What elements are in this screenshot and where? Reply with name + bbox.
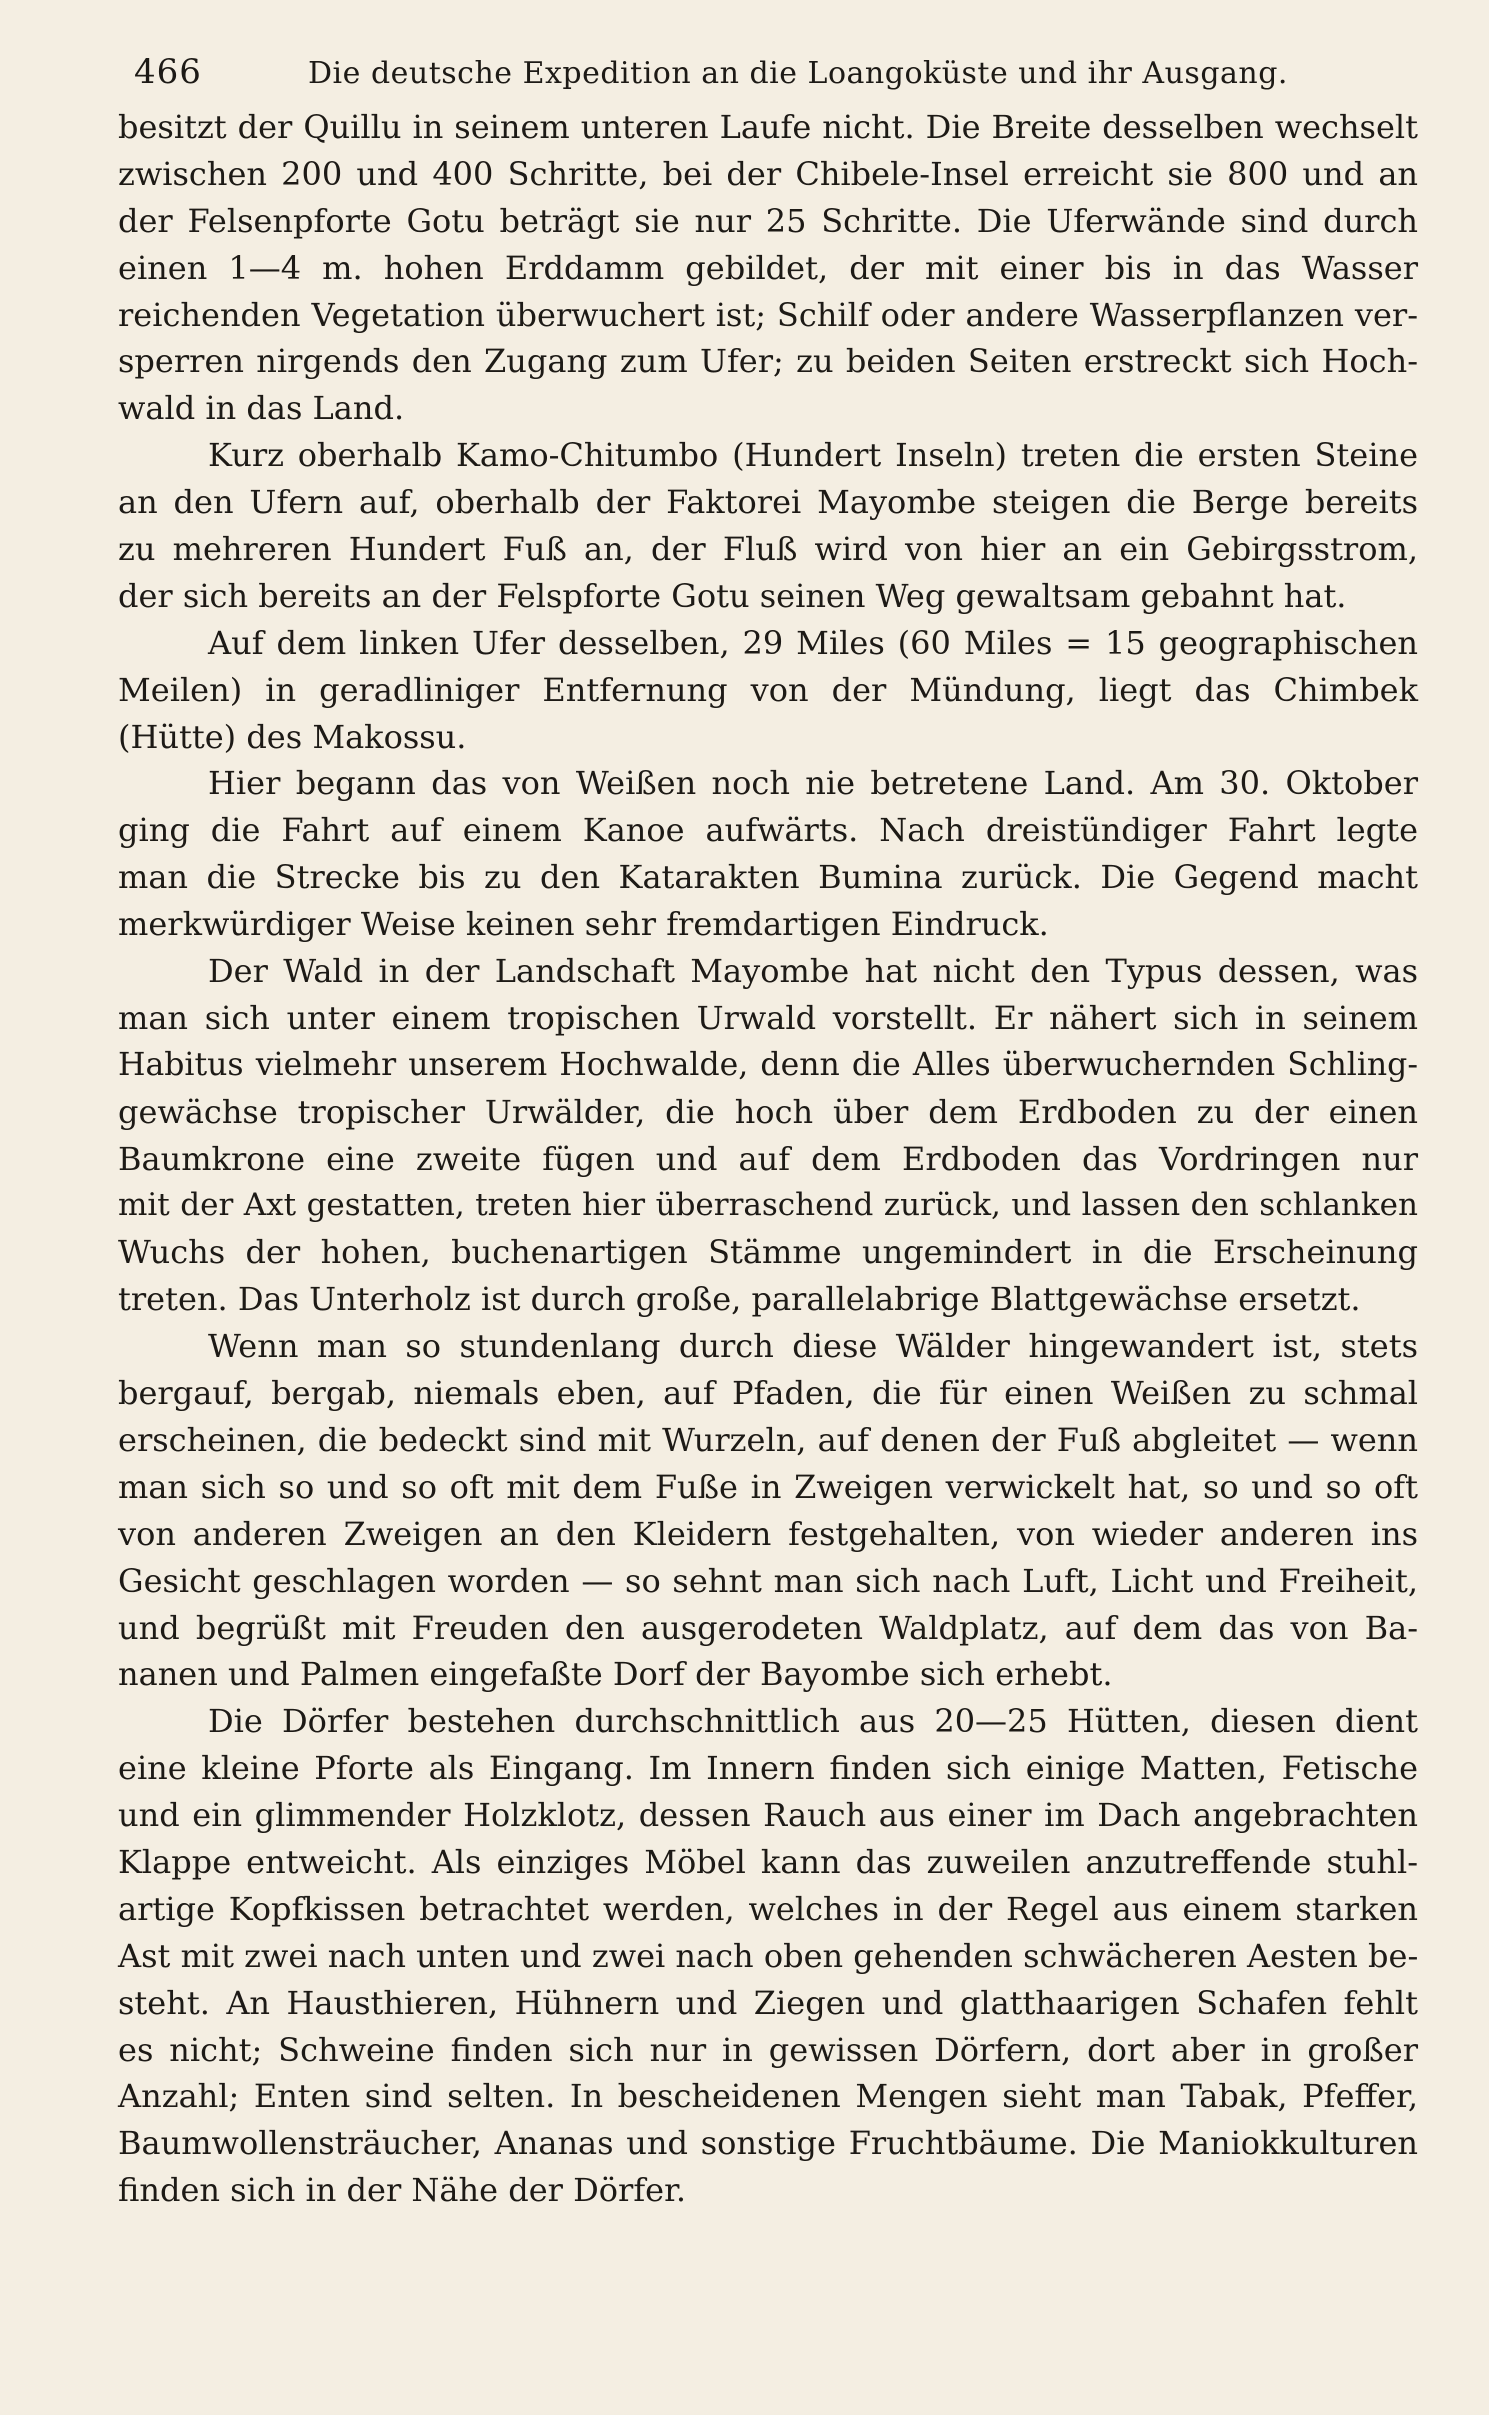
text-line: ging die Fahrt auf einem Kanoe aufwärts. Nach dreistündiger Fahrt legte — [118, 811, 1418, 850]
text-line: Ast mit zwei nach unten und zwei nach oben gehenden schwächeren Aesten be- — [118, 1936, 1419, 1975]
text-line: sperren nirgends den Zugang zum Ufer; zu beiden Seiten erstreckt sich Hoch- — [118, 342, 1418, 381]
text-line: Wenn man so stundenlang durch diese Wälder hingewandert ist, stets — [208, 1327, 1418, 1366]
text-line: erscheinen, die bedeckt sind mit Wurzeln, auf denen der Fuß abgleitet — wenn — [118, 1420, 1418, 1459]
text-line: steht. An Hausthieren, Hühnern und Ziegen und glatthaarigen Schafen fehlt — [118, 1983, 1418, 2022]
text-line: Baumwollensträucher, Ananas und sonstige Fruchtbäume. Die Maniokkulturen — [118, 2124, 1418, 2163]
text-line: der Felsenpforte Gotu beträgt sie nur 25 Schritte. Die Uferwände sind durch — [118, 201, 1418, 240]
text-line: man sich so und so oft mit dem Fuße in Zweigen verwickelt hat, so und so oft — [118, 1467, 1418, 1506]
text-line: Baumkrone eine zweite fügen und auf dem Erdboden das Vordringen nur — [118, 1139, 1418, 1178]
text-line: und begrüßt mit Freuden den ausgerodeten Waldplatz, auf dem das von Ba- — [118, 1608, 1418, 1647]
text-line: eine kleine Pforte als Eingang. Im Innern finden sich einige Matten, Fetische — [118, 1749, 1418, 1788]
text-line: der sich bereits an der Felspforte Gotu seinen Weg gewaltsam gebahnt hat. — [118, 576, 1347, 615]
text-line: von anderen Zweigen an den Kleidern festgehalten, von wieder anderen ins — [118, 1514, 1418, 1553]
running-title: Die deutsche Expedition an die Loangoküste und ihr Ausgang. — [308, 56, 1288, 91]
text-line: es nicht; Schweine finden sich nur in gewissen Dörfern, dort aber in großer — [118, 2030, 1418, 2069]
text-line: Auf dem linken Ufer desselben, 29 Miles (60 Miles = 15 geographischen — [208, 623, 1418, 662]
body-text — [118, 104, 1418, 2214]
text-line: man sich unter einem tropischen Urwald vorstellt. Er nähert sich in seinem — [118, 998, 1418, 1037]
text-line: artige Kopfkissen betrachtet werden, welches in der Regel aus einem starken — [118, 1889, 1418, 1928]
text-line: Meilen) in geradliniger Entfernung von der Mündung, liegt das Chimbek — [118, 670, 1418, 709]
text-line: treten. Das Unterholz ist durch große, parallelabrige Blattgewächse ersetzt. — [118, 1280, 1361, 1319]
text-line: Gesicht geschlagen worden — so sehnt man sich nach Luft, Licht und Freiheit, — [118, 1561, 1418, 1600]
text-line: zu mehreren Hundert Fuß an, der Fluß wird von hier an ein Gebirgsstrom, — [118, 530, 1418, 569]
text-line: man die Strecke bis zu den Katarakten Bumina zurück. Die Gegend macht — [118, 858, 1418, 897]
text-line: Die Dörfer bestehen durchschnittlich aus 20—25 Hütten, diesen dient — [208, 1702, 1418, 1741]
text-line: mit der Axt gestatten, treten hier überraschend zurück, und lassen den schlanken — [118, 1187, 1418, 1224]
page-number: 466 — [134, 52, 202, 92]
text-line: gewächse tropischer Urwälder, die hoch über dem Erdboden zu der einen — [118, 1092, 1418, 1131]
text-line: Der Wald in der Landschaft Mayombe hat nicht den Typus dessen, was — [208, 952, 1418, 991]
text-line: reichenden Vegetation überwuchert ist; Schilf oder andere Wasserpflanzen ver- — [118, 295, 1418, 334]
text-line: Wuchs der hohen, buchenartigen Stämme ungemindert in die Erscheinung — [118, 1233, 1418, 1272]
text-line: Klappe entweicht. Als einziges Möbel kann das zuweilen anzutreffende stuhl- — [118, 1842, 1418, 1881]
page-header — [130, 52, 1410, 98]
text-line: merkwürdiger Weise keinen sehr fremdartigen Eindruck. — [118, 905, 1049, 944]
text-line: finden sich in der Nähe der Dörfer. — [118, 2171, 687, 2210]
text-line: Anzahl; Enten sind selten. In bescheidenen Mengen sieht man Tabak, Pfeffer, — [118, 2077, 1418, 2116]
text-line: und ein glimmender Holzklotz, dessen Rauch aus einer im Dach angebrachten — [118, 1796, 1418, 1835]
text-line: (Hütte) des Makossu. — [118, 717, 467, 756]
text-line: einen 1—4 m. hohen Erddamm gebildet, der mit einer bis in das Wasser — [118, 248, 1418, 287]
text-line: wald in das Land. — [118, 389, 405, 428]
text-line: Hier begann das von Weißen noch nie betretene Land. Am 30. Oktober — [208, 764, 1418, 803]
text-line: besitzt der Quillu in seinem unteren Laufe nicht. Die Breite desselben wechselt — [118, 108, 1418, 146]
text-line: zwischen 200 und 400 Schritte, bei der Chibele-Insel erreicht sie 800 und an — [118, 154, 1418, 193]
text-line: an den Ufern auf, oberhalb der Faktorei Mayombe steigen die Berge bereits — [118, 483, 1418, 522]
text-line: Habitus vielmehr unserem Hochwalde, denn die Alles überwuchernden Schling- — [118, 1046, 1418, 1083]
text-line: Kurz oberhalb Kamo-Chitumbo (Hundert Inseln) treten die ersten Steine — [208, 436, 1418, 475]
text-line: bergauf, bergab, niemals eben, auf Pfaden, die für einen Weißen zu schmal — [118, 1374, 1418, 1413]
text-line: nanen und Palmen eingefaßte Dorf der Bayombe sich erhebt. — [118, 1655, 1113, 1694]
